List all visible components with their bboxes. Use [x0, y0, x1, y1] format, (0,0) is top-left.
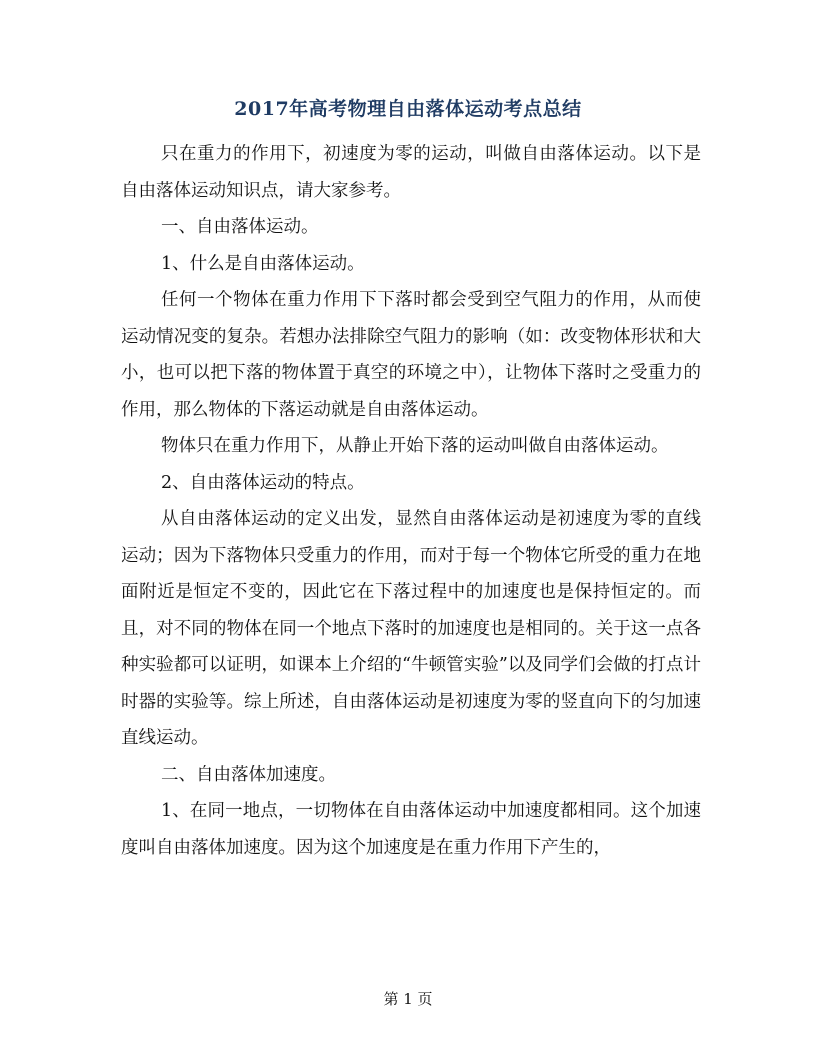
paragraph-intro: 只在重力的作用下，初速度为零的运动，叫做自由落体运动。以下是自由落体运动知识点，请大家参考。 [121, 144, 701, 201]
document-body [121, 136, 701, 866]
page-number: 第 1 页 [383, 990, 433, 1008]
heading-subsection-1-2: 2、自由落体运动的特点。 [161, 472, 365, 493]
heading-section-1: 一、自由落体运动。 [161, 217, 319, 237]
document-title: 2017年高考物理自由落体运动考点总结 [234, 98, 582, 120]
heading-subsection-1-1: 1、什么是自由落体运动。 [161, 253, 365, 274]
heading-section-2: 二、自由落体加速度。 [161, 764, 336, 785]
paragraph-characteristics: 从自由落体运动的定义出发，显然自由落体运动是初速度为零的直线运动；因为下落物体只受重力的作用，而对于每一个物体它所受的重力在地面附近是恒定不变的，因此它在下落过程中的加速度也是保持恒定的。而且，对不同的物体在同一个地点下落时的加速度也是相同的。关于这一点各种实验都可以证明，如课本上介绍的“牛顿管实验”以及同学们会做的打点计时器的实验等。综上所述，自由落体运动是初速度为零的竖直向下的匀加速直线运动。 [121, 509, 701, 748]
paragraph-air-resistance: 任何一个物体在重力作用下下落时都会受到空气阻力的作用，从而使运动情况变的复杂。若想办法排除空气阻力的影响（如：改变物体形状和大小，也可以把下落的物体置于真空的环境之中），让物体下落时之受重力的作用，那么物体的下落运动就是自由落体运动。 [121, 290, 701, 420]
paragraph-definition: 物体只在重力作用下，从静止开始下落的运动叫做自由落体运动。 [161, 436, 669, 456]
paragraph-acceleration: 1、在同一地点，一切物体在自由落体运动中加速度都相同。这个加速度叫自由落体加速度。因为这个加速度是在重力作用下产生的， [121, 801, 701, 858]
